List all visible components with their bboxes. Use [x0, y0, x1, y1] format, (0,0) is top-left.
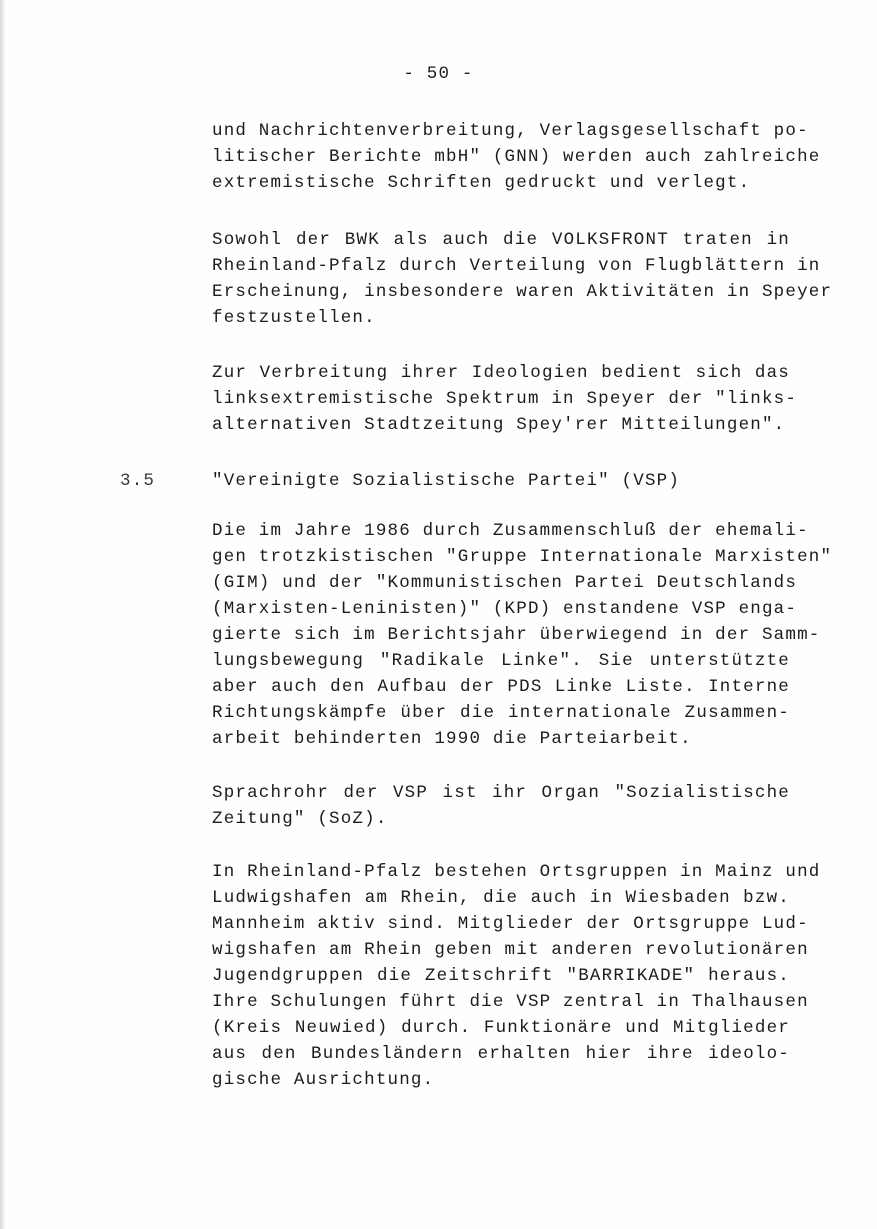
text-line: gierte sich im Berichtsjahr überwiegend in der Samm-: [212, 625, 821, 645]
text-line: Die im Jahre 1986 durch Zusammenschluß der ehemali-: [212, 521, 809, 541]
paragraph-gnn-publishing: [212, 118, 821, 196]
text-line: Ihre Schulungen führt die VSP zentral in Thalhausen: [212, 992, 809, 1012]
text-line: (Marxisten-Leninisten)" (KPD) enstandene VSP enga-: [212, 599, 798, 619]
text-line: gen trotzkistischen "Gruppe Internationale Marxisten": [212, 547, 833, 567]
text-line: und Nachrichtenverbreitung, Verlagsgesellschaft po-: [212, 121, 809, 141]
text-line: Ludwigshafen am Rhein, die auch in Wiesbaden bzw.: [212, 888, 790, 908]
section-heading-vsp: [212, 468, 790, 494]
text-line: arbeit behinderten 1990 die Parteiarbeit.: [212, 729, 692, 749]
section-heading-text: "Vereinigte Sozialistische Partei" (VSP): [212, 471, 681, 491]
text-line: alternativen Stadtzeitung Spey'rer Mitteilungen".: [212, 415, 786, 435]
text-line: Sowohl der BWK als auch die VOLKSFRONT traten in: [212, 230, 790, 250]
paragraph-bwk-volksfront: [212, 227, 833, 331]
text-line: gische Ausrichtung.: [212, 1070, 435, 1090]
text-line: (GIM) und der "Kommunistischen Partei Deutschlands: [212, 573, 798, 593]
paragraph-local-groups: [212, 859, 821, 1093]
text-line: lungsbewegung "Radikale Linke". Sie unterstützte: [212, 651, 790, 671]
text-line: Erscheinung, insbesondere waren Aktivitäten in Speyer: [212, 282, 833, 302]
text-line: Rheinland-Pfalz durch Verteilung von Flugblättern in: [212, 256, 821, 276]
text-line: wigshafen am Rhein geben mit anderen revolutionären: [212, 940, 809, 960]
text-line: Zur Verbreitung ihrer Ideologien bedient sich das: [212, 363, 790, 383]
text-line: Richtungskämpfe über die internationale Zusammen-: [212, 703, 790, 723]
text-line: litischer Berichte mbH" (GNN) werden auch zahlreiche: [212, 147, 821, 167]
text-line: aus den Bundesländern erhalten hier ihre ideolo-: [212, 1044, 790, 1064]
paragraph-soz-organ: [212, 780, 790, 832]
paragraph-vsp-history: [212, 518, 833, 752]
text-line: (Kreis Neuwied) durch. Funktionäre und Mitglieder: [212, 1018, 790, 1038]
text-line: festzustellen.: [212, 308, 376, 328]
text-line: linksextremistische Spektrum in Speyer der "links-: [212, 389, 798, 409]
text-line: aber auch den Aufbau der PDS Linke Liste. Interne: [212, 677, 790, 697]
text-line: Sprachrohr der VSP ist ihr Organ "Sozialistische: [212, 783, 790, 803]
text-line: Jugendgruppen die Zeitschrift "BARRIKADE" heraus.: [212, 966, 790, 986]
text-line: Mannheim aktiv sind. Mitglieder der Ortsgruppe Lud-: [212, 914, 809, 934]
paragraph-speyer-spectrum: [212, 360, 798, 438]
section-number: 3.5: [120, 471, 156, 491]
page-number: - 50 -: [403, 64, 474, 84]
text-line: extremistische Schriften gedruckt und verlegt.: [212, 173, 751, 193]
scan-edge-shadow: [0, 0, 6, 1229]
text-line: Zeitung" (SoZ).: [212, 809, 388, 829]
text-line: In Rheinland-Pfalz bestehen Ortsgruppen in Mainz und: [212, 862, 821, 882]
